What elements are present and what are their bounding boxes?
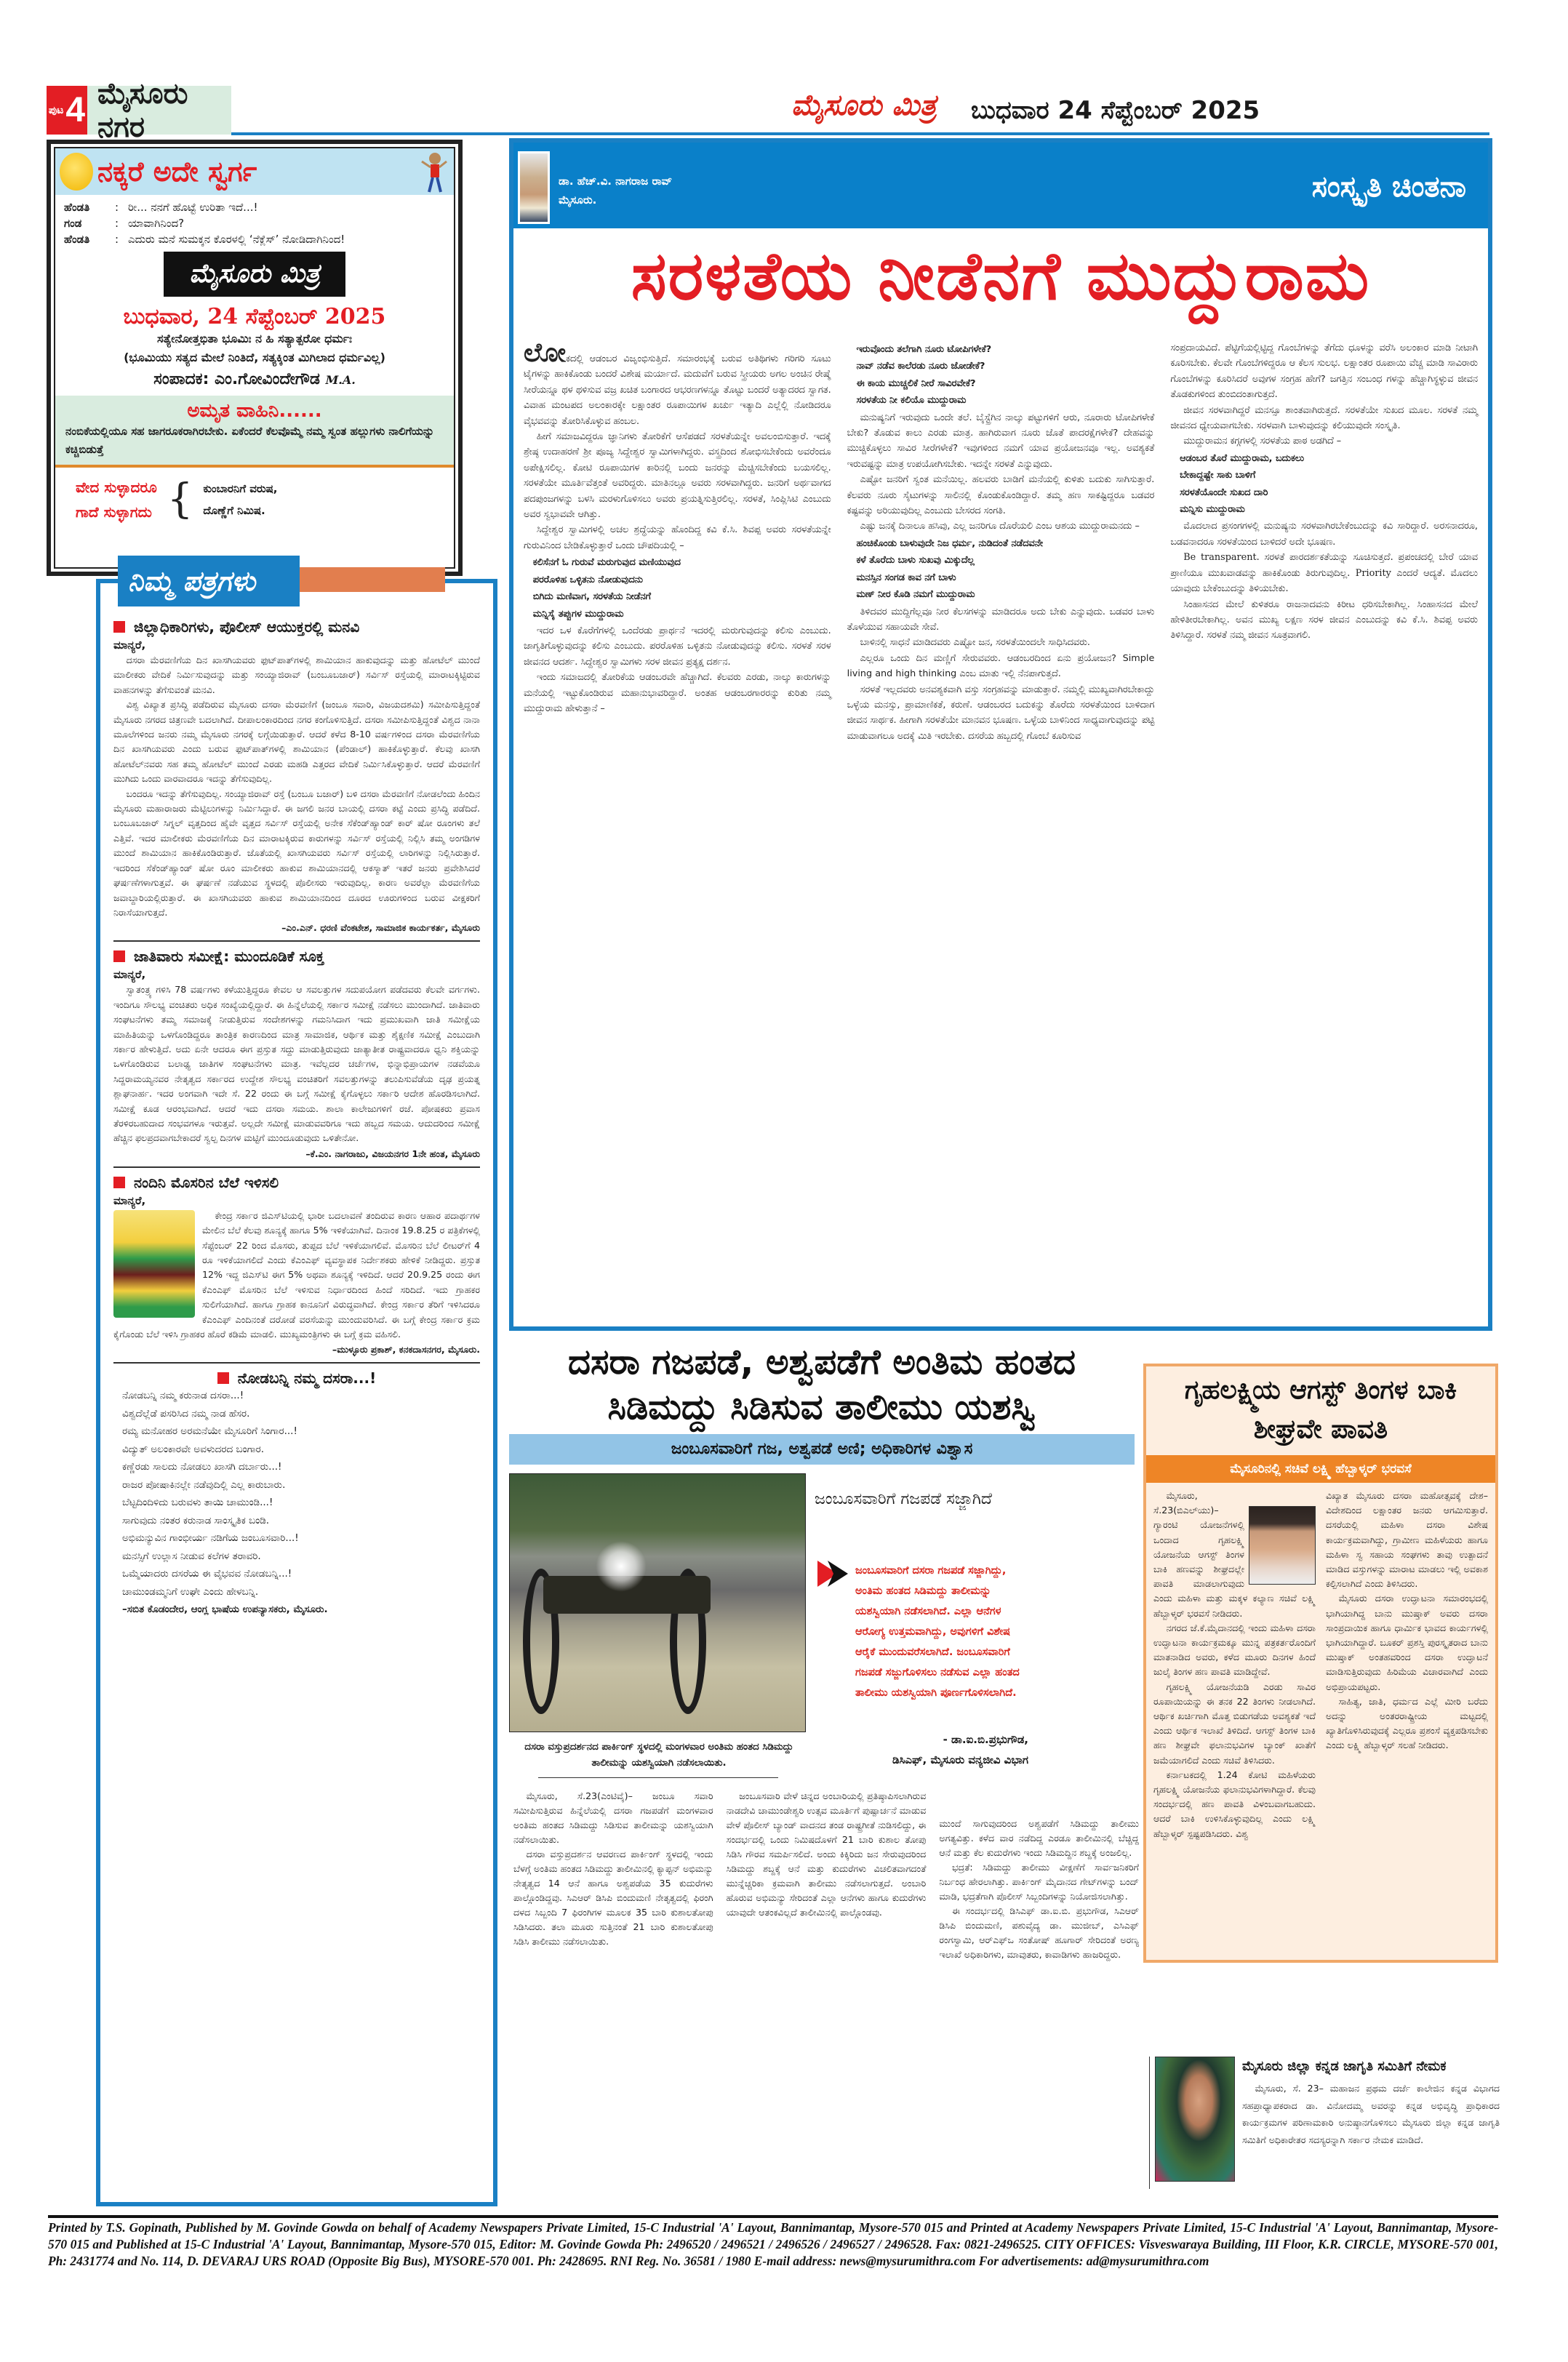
- page-word: ಪುಟ: [48, 104, 64, 116]
- letter-title: ಜಿಲ್ಲಾಧಿಕಾರಿಗಳು, ಪೊಲೀಸ್ ಆಯುಕ್ತರಲ್ಲಿ ಮನವಿ: [134, 618, 360, 636]
- feature-paragraph: ಮೊದಲಾದ ಪ್ರಸಂಗಗಳಲ್ಲಿ ಮನುಷ್ಯನು ಸರಳವಾಗಿರಬೇಕೆಂಬುದನ್ನು ಕವಿ ಸಾರಿದ್ದಾರೆ. ಅರಸನಾದರೂ, ಬಡವನಾದರೂ ಸರಳತೆಯಿಂದ ಬಾಳಿದರೆ ಅದೇ ಭೂಷಣ.: [1170, 521, 1478, 548]
- column-name: ಸಂಸ್ಕೃತಿ ಚಿಂತನಾ: [1311, 170, 1466, 204]
- amrutha-vahini-box: [55, 396, 454, 468]
- poem-line: ಕಣ್ಣೆರಡು ಸಾಲದು ನೋಡಲು ಖಾಸಗಿ ದರ್ಬಾರು...!: [122, 1461, 282, 1473]
- quote-attribution: [817, 1729, 1028, 1770]
- feature-paragraph: ಕದಲ್ಲಿ ಆಡಂಬರ ವಿಜೃಂಭಿಸುತ್ತಿದೆ. ಸಮಾರಂಭಕ್ಕೆ ಬರುವ ಅತಿಥಿಗಳು ಗರಿಗರಿ ಸೂಟು ಟೈಗಳನ್ನು ಹಾಕಿಕೊಂಡು ಬಂದರೆ ವಿಶೇಷ ಮರ್ಯಾದೆ. ಮದುವೆಗೆ ಬರುವ ಸ್ತ್ರೀಯರು ಅಗಲ ಅಂಚಿನ ರೇಷ್ಮೆ ಸೀರೆಯನ್ನೂ ಥಳ ಥಳಿಸುವ ವಜ್ರ ಖಚಿತ ಬಂಗಾರದ ಆಭರಣಗಳನ್ನೂ ತೊಟ್ಟು ಬಂದರೆ ಅತ್ಯಾದರದ ಸ್ವಾಗತ. ವಿವಾಹ ಮಂಟಪದ ಅಲಂಕಾರಕ್ಕೇ ಲಕ್ಷಾಂತರ ರೂಪಾಯಿಗಳ ಖರ್ಚು ಇತ್ಯಾದಿ ಎಲ್ಲೆಲ್ಲಿ ನೋಡಿದರೂ ವೈಭವವನ್ನು ತೋರಿಸಿಕೊಳ್ಳುವ ಹಂಬಲ.: [524, 353, 831, 427]
- poem-line: ಸಾಗುವುದು ನಂತರ ಕರುನಾಡ ಸಾಂಸ್ಕೃತಿಕ ಬಂಡಿ.: [122, 1514, 270, 1526]
- sanskrit-motto: ಸತ್ಯೇನೋತ್ತಭಿತಾ ಭೂಮಿಃ ನ ಹಿ ಸತ್ಯಾತ್ಪರೋ ಧರ್ಮಃ: [157, 332, 352, 345]
- feature-paragraph: ಜೀವನ ಸರಳವಾಗಿದ್ದರೆ ಮನಸ್ಸೂ ಶಾಂತವಾಗಿರುತ್ತದೆ. ಸರಳತೆಯೇ ಸುಖದ ಮೂಲ. ಸರಳತೆ ನಮ್ಮ ಜೀವನದ ಧ್ಯೇಯವಾಗಬೇಕು. ಸರಳವಾಗಿ ಬಾಳುವುದನ್ನು ಕಲಿಯುವುದೇ ಸಂಸ್ಕೃತಿ.: [1170, 404, 1478, 432]
- paper-logo-box: ಮೈಸೂರು ಮಿತ್ರ: [164, 252, 345, 297]
- cannon-rehearsal-photo: [509, 1473, 806, 1732]
- story-paragraph: ಗೃಹಲಕ್ಷ್ಮಿ ಯೋಜನೆಯಡಿ ಎರಡು ಸಾವಿರ ರೂಪಾಯಿಯನ್ನು ಈ ತನಕ 22 ತಿಂಗಳು ನೀಡಲಾಗಿದೆ. ಆರ್ಥಿಕ ಖರ್ಚಿಗಾಗಿ ಮೊತ್ತ ಬಿಡುಗಡೆಯ ಅವಶ್ಯಕತೆ ಇದೆ ಎಂದು ಆರ್ಥಿಕ ಇಲಾಖೆ ತಿಳಿದಿದೆ. ಆಗಸ್ಟ್ ತಿಂಗಳ ಬಾಕಿ ಹಣ ಶೀಘ್ರವೇ ಫಲಾನುಭವಿಗಳ ಬ್ಯಾಂಕ್ ಖಾತೆಗೆ ಜಮೆಯಾಗಲಿದೆ ಎಂದು ಸಚಿವೆ ತಿಳಿಸಿದರು.: [1153, 1681, 1316, 1766]
- gajapade-subhead: ಜಂಬೂಸವಾರಿಗೆ ಗಜಪಡೆ ಸಜ್ಜಾಗಿದೆ: [815, 1490, 992, 1508]
- masthead-rule: [231, 132, 1489, 135]
- joke-text: ಯಾವಾಗಿನಿಂದ?: [128, 217, 185, 230]
- minister-photo: [1249, 1506, 1316, 1585]
- feature-paragraph: Be transparent. ಸರಳತೆ ಪಾರದರ್ಶಕತೆಯನ್ನು ಸೂಚಿಸುತ್ತದೆ. ಪ್ರಪಂಚದಲ್ಲಿ ಬೇರೆ ಯಾವ ಪ್ರಾಣಿಯೂ ಮುಖವಾಡವನ್ನು ಹಾಕಿಕೊಂಡು ತಿರುಗುವುದಿಲ್ಲ. Priority ಎಂದರೆ ಆದ್ಯತೆ. ಮೊದಲು ಯಾವುದು ಬೇಕೆಂಬುದನ್ನು ತಿಳಿಯಬೇಕು.: [1170, 552, 1478, 595]
- paper-box-date: ಬುಧವಾರ, 24 ಸೆಪ್ಟೆಂಬರ್ 2025: [123, 304, 386, 329]
- letter-signature: –ಎಂ.ಎನ್. ಧರಣಿ ವೆಂಕಟೇಶ, ಸಾಮಾಜಿಕ ಕಾರ್ಯಕರ್ತ, ಮೈಸೂರು: [281, 922, 480, 934]
- verse-line: ಕಲಿಸೆನಗೆ ಓ ಗುರುವೆ ಮರುಗುವುದ ಮಣಿಯುವುದ: [532, 557, 681, 569]
- feature-paragraph: ಸಿಂಹಾಸನದ ಮೇಲೆ ಕುಳಿತರೂ ರಾಜನಾದವನು ಕಿರೀಟ ಧರಿಸಬೇಕಾಗಿಲ್ಲ. ಸಿಂಹಾಸನದ ಮೇಲೆ ಹೇಳಿತೀರಬೇಕಾಗಿಲ್ಲ. ಅವನ ಮುಖ್ಯ ಲಕ್ಷಣ ಸರಳ ಜೀವನ ಎಂಬುದನ್ನು ಕವಿ ಕೆ.ಸಿ. ಶಿವಪ್ಪ ಅವರು ತಿಳಿಸಿದ್ದಾರೆ. ಸರಳತೆ ನಮ್ಮ ಜೀವನ ಸೂತ್ರವಾಗಲಿ.: [1170, 598, 1478, 641]
- story-paragraph: ಭದ್ರತೆ: ಸಿಡಿಮದ್ದು ತಾಲೀಮು ವೀಕ್ಷಣೆಗೆ ಸಾರ್ವಜನಿಕರಿಗೆ ನಿರ್ಬಂಧ ಹೇರಲಾಗಿತ್ತು. ಪಾರ್ಕಿಂಗ್ ಮೈದಾನದ ಗೇಟ್‌ಗಳನ್ನು ಬಂದ್ ಮಾಡಿ, ಭದ್ರತೆಗಾಗಿ ಪೊಲೀಸ್ ಸಿಬ್ಬಂದಿಗಳನ್ನು ನಿಯೋಜಿಸಲಾಗಿತ್ತು.: [939, 1862, 1139, 1902]
- poem-line: ಒಮ್ಮೆಯಾದರು ದಸರೆಯ ಈ ವೈಭವವ ನೋಡಬನ್ನಿ...!: [122, 1568, 292, 1580]
- appointment-text: ಮೈಸೂರು, ಸೆ. 23– ಮಹಾಜನ ಪ್ರಥಮ ದರ್ಜೆ ಕಾಲೇಜಿನ ಕನ್ನಡ ವಿಭಾಗದ ಸಹಪ್ರಾಧ್ಯಾಪಕರಾದ ಡಾ. ವಿನೋದಮ್ಮ ಅವರನ್ನು ಕನ್ನಡ ಅಭಿವೃದ್ಧಿ ಪ್ರಾಧಿಕಾರದ ಕಾರ್ಯಕ್ರಮಗಳ ಪರಿಣಾಮಕಾರಿ ಅನುಷ್ಠಾನಗೊಳಿಸಲು ಮೈಸೂರು ಜಿಲ್ಲಾ ಕನ್ನಡ ಜಾಗೃತಿ ಸಮಿತಿಗೆ ಅಧಿಕಾರೇತರ ಸದಸ್ಯರನ್ನಾಗಿ ಸರ್ಕಾರ ನೇಮಕ ಮಾಡಿದೆ.: [1242, 2083, 1500, 2145]
- quote-arrow-icon: [817, 1561, 854, 1587]
- story-paragraph: ಜಂಬೂಸವಾರಿ ವೇಳೆ ಚಿನ್ನದ ಅಂಬಾರಿಯಲ್ಲಿ ಪ್ರತಿಷ್ಠಾಪಿಸಲಾಗಿರುವ ನಾಡದೇವಿ ಚಾಮುಂಡೇಶ್ವರಿ ಉತ್ಸವ ಮೂರ್ತಿಗೆ ಪುಷ್ಪಾರ್ಚನೆ ಮಾಡುವ ವೇಳೆ ಪೊಲೀಸ್ ಬ್ಯಾಂಡ್ ವಾದನದ ತಂಡ ರಾಷ್ಟ್ರಗೀತೆ ನುಡಿಸಲಿದ್ದು, ಈ ಸಂದರ್ಭದಲ್ಲಿ ಒಂದು ನಿಮಿಷದೊಳಗೆ 21 ಬಾರಿ ಕುಶಾಲ ತೋಪು ಸಿಡಿಸಿ ಗೌರವ ಸಮರ್ಪಿಸಲಿದೆ. ಅಂದು ಕಿಕ್ಕಿರಿದು ಜನ ಸೇರುವುದರಿಂದ ಸಿಡಿಮದ್ದು ಶಬ್ದಕ್ಕೆ ಆನೆ ಮತ್ತು ಕುದುರೆಗಳು ವಿಚಲಿತವಾಗದಂತೆ ಮುನ್ನೆಚ್ಚರಿಕಾ ಕ್ರಮವಾಗಿ ತಾಲೀಮು ನಡೆಸಲಾಗುತ್ತದೆ. ಅಂಬಾರಿ ಹೊರುವ ಅಭಿಮನ್ಯು ಸೇರಿದಂತೆ ಎಲ್ಲಾ ಆನೆಗಳು ಹಾಗೂ ಕುದುರೆಗಳು ಯಾವುದೇ ಆತಂಕವಿಲ್ಲದೆ ತಾಲೀಮಿನಲ್ಲಿ ಪಾಲ್ಗೊಂಡವು.: [726, 1790, 927, 1918]
- colon: :: [115, 233, 119, 246]
- story-paragraph: ದಸರಾ ವಸ್ತುಪ್ರದರ್ಶನ ಆವರಣದ ಪಾರ್ಕಿಂಗ್ ಸ್ಥಳದಲ್ಲಿ ಇಂದು ಬೆಳಗ್ಗೆ ಅಂತಿಮ ಹಂತದ ಸಿಡಿಮದ್ದು ತಾಲೀಮಿನಲ್ಲಿ ಕ್ಯಾಪ್ಟನ್ ಅಭಿಮನ್ಯು ನೇತೃತ್ವದ 14 ಆನೆ ಹಾಗೂ ಅಶ್ವಪಡೆಯ 35 ಕುದುರೆಗಳು ಪಾಲ್ಗೊಂಡಿದ್ದವು. ಸಿಎಆರ್ ಡಿಸಿಪಿ ಬಿಂದುಮಣಿ ನೇತೃತ್ವದಲ್ಲಿ ಫಿರಂಗಿ ದಳದ ಸಿಬ್ಬಂದಿ 7 ಫಿರಂಗಿಗಳ ಮೂಲಕ 35 ಬಾರಿ ಕುಶಾಲತೋಪು ಸಿಡಿಸಿದರು. ತಲಾ ಮೂರು ಸುತ್ತಿನಂತೆ 21 ಬಾರಿ ಕುಶಾಲತೋಪು ಸಿಡಿಸಿ ತಾಲೀಮು ನಡೆಸಲಾಯಿತು.: [513, 1849, 713, 1947]
- joke-line: [55, 215, 454, 231]
- verse-line: ಆಡಂಬರ ತೊರೆ ಮುದ್ದುರಾಮ, ಬದುಕಲು: [1180, 452, 1305, 464]
- feature-body: [524, 340, 1478, 744]
- author-byline: [559, 172, 672, 209]
- cannon-blast: [596, 1541, 647, 1592]
- joke-line: [55, 199, 454, 215]
- joke-speaker: ಹೆಂಡತಿ: [64, 201, 90, 214]
- poem-headline: [113, 1369, 480, 1387]
- proverb-box: [55, 468, 454, 532]
- feature-headline: ಸರಳತೆಯ ನೀಡೆನಗೆ ಮುದ್ದುರಾಮ: [631, 237, 1371, 315]
- salutation: ಮಾನ್ಯರೆ,: [113, 968, 146, 982]
- appointment-headline: ಮೈಸೂರು ಜಿಲ್ಲಾ ಕನ್ನಡ ಜಾಗೃತಿ ಸಮಿತಿಗೆ ನೇಮಕ: [1242, 2059, 1447, 2074]
- gajapade-strapline: ಜಂಬೂಸವಾರಿಗೆ ಗಜ, ಅಶ್ವಪಡೆ ಅಣಿ; ಅಧಿಕಾರಿಗಳ ವಿಶ್ವಾಸ: [509, 1434, 1135, 1465]
- editorial-box: [47, 140, 463, 576]
- feature-paragraph: ಬಾಳಿನಲ್ಲಿ ಸಾಧನೆ ಮಾಡಿದವರು ಎಷ್ಟೋ ಜನ, ಸರಳತೆಯಿಂದಲೇ ಸಾಧಿಸಿದವರು.: [860, 637, 1090, 649]
- joke-title: ನಕ್ಕರೆ ಅದೇ ಸ್ವರ್ಗ: [97, 155, 257, 188]
- joke-text: ರೀ... ನನಗೆ ಹೊಟ್ಟೆ ಉರಿತಾ ಇದೆ...!: [128, 201, 258, 214]
- feature-paragraph: ಸಂಪ್ರದಾಯವಿದೆ. ಪೆಟ್ಟಿಗೆಯಲ್ಲಿಟ್ಟಿದ್ದ ಗೊಂಬೆಗಳನ್ನು ತೆಗೆದು ಧೂಳನ್ನು ವರೆಸಿ ಅಲಂಕಾರ ಮಾಡಿ ನೀಟಾಗಿ ಕೂರಿಸಬೇಕು. ಕೆಲವೇ ಗೊಂಬೆಗಳಿದ್ದರೂ ಆ ಕೆಲಸ ಸುಲಭ. ಲಕ್ಷಾಂತರ ರೂಪಾಯಿ ವೆಚ್ಚ ಮಾಡಿ ಸಾವಿರಾರು ಗೊಂಬೆಗಳನ್ನು ಕೂರಿಸಿದರೆ ಅವುಗಳ ಸಂಗ್ರಹ ಹೇಗೆ? ಜಗತ್ತಿನ ಸಂಬಂಧ ಗಳನ್ನು ಹೆಚ್ಚಾಗಿಸ್ಥಳ್ಳುವ ಜೀವನ ತೊಡಕುಗಳಿಂದ ತುಂಬಿದಂತಾಗುತ್ತದೆ.: [1170, 343, 1478, 401]
- newspaper-logo: ಮೈಸೂರು ಮಿತ್ರ: [791, 89, 937, 122]
- story-paragraph: ವಿಖ್ಯಾತ ಮೈಸೂರು ದಸರಾ ಮಹೋತ್ಸವಕ್ಕೆ ದೇಶ–ವಿದೇಶದಿಂದ ಲಕ್ಷಾಂತರ ಜನರು ಆಗಮಿಸುತ್ತಾರೆ. ದಸರೆಯಲ್ಲಿ ಮಹಿಳಾ ದಸರಾ ವಿಶೇಷ ಕಾರ್ಯಕ್ರಮವಾಗಿದ್ದು, ಗ್ರಾಮೀಣ ಮಹಿಳೆಯರು ಹಾಗೂ ಮಹಿಳಾ ಸ್ವ ಸಹಾಯ ಸಂಘಗಳು ತಾವು ಉತ್ಪಾದನೆ ಮಾಡಿದ ವಸ್ತುಗಳನ್ನು ಮಾರಾಟ ಮಾಡಲು ಇಲ್ಲಿ ಅವಕಾಶ ಕಲ್ಪಿಸಲಾಗಿದೆ ಎಂದು ತಿಳಿಸಿದರು.: [1326, 1490, 1488, 1590]
- joke-speaker: ಹೆಂಡತಿ: [64, 233, 90, 246]
- letter-paragraph: ಸ್ವಾತಂತ್ರ್ಯ ಗಳಿಸಿ 78 ವರ್ಷಗಳು ಕಳೆಯುತ್ತಿದ್ದರೂ ಕೇವಲ ಆ ಸವಲತ್ತುಗಳ ಸದುಪಯೋಗ ಪಡೆದವರು ಕೆಲವೇ ವರ್ಗಗಳು. ಇಂದಿಗೂ ಸೌಲಭ್ಯ ವಂಚಿತರು ಅಧಿಕ ಸಂಖ್ಯೆಯಲ್ಲಿದ್ದಾರೆ. ಈ ಹಿನ್ನೆಲೆಯಲ್ಲಿ ಸರ್ಕಾರ ಸಮೀಕ್ಷೆ ನಡೆಸಲು ಮುಂದಾಗಿದೆ. ಜಾತಿವಾರು ಸಂಘಟನೆಗಳು ತಮ್ಮ ಸಮಾಜಕ್ಕೆ ನೀಡುತ್ತಿರುವ ಸಂದೇಶಗಳನ್ನು ಗಮನಿಸಿದಾಗ ಇದು ಪ್ರಮುಖವಾಗಿ ಜಾತಿ ಸಮೀಕ್ಷೆಯ ಮಾಹಿತಿಯನ್ನು ಒಳಗೊಂಡಿದ್ದರೂ ತಾಂತ್ರಿಕ ಕಾರಣದಿಂದ ಮಾತ್ರ ಸಾಮಾಜಿಕ, ಆರ್ಥಿಕ ಮತ್ತು ಶೈಕ್ಷಣಿಕ ಸಮೀಕ್ಷೆ ಎಂಬುದಾಗಿ ಸರ್ಕಾರ ಹೇಳುತ್ತಿದೆ. ಅದು ಏನೇ ಆದರೂ ಈಗ ಪ್ರಸ್ತುತ ಸದ್ದು ಮಾಡುತ್ತಿರುವುದು ಜಾತ್ಯಾತೀತ ರಾಷ್ಟ್ರವಾದರೂ ಧ್ವನಿ ಶಕ್ತಿಯನ್ನು ಒಳಗೊಂಡಿರುವ ಬಲಾಢ್ಯ ಜಾತಿಗಳ ಸಂಘಟನೆಗಳು ಮಾತ್ರ. ಇವೆಲ್ಲದರ ಚರ್ಚೆಗಳ, ಭಿನ್ನಾಭಿಪ್ರಾಯಗಳ ನಡವೆಯೂ ಸಿದ್ದರಾಮಯ್ಯನವರ ನೇತೃತ್ವದ ಸರ್ಕಾರದ ಉದ್ದೇಶ ಸೌಲಭ್ಯ ವಂಚಿತರಿಗೆ ಸವಲತ್ತುಗಳನ್ನು ತಲುಪಿಸುವೆಡೆಯ ದೃಢ ಪ್ರಯತ್ನ ಶ್ಲಾಘನಾರ್ಹ. ಇದರ ಅಂಗವಾಗಿ ಇದೇ ಸೆ. 22 ರಂದು ಈ ಬಗ್ಗೆ ಸಮೀಕ್ಷೆ ಕೈಗೊಳ್ಳಲು ಸರ್ಕಾರಿ ಆದೇಶ ಹೊರಡಿಸಲಾಗಿದೆ. ಸಮೀಕ್ಷೆ ಕೂಡ ಆರಂಭವಾಗಿದೆ. ಆದರೆ ಇದು ದಸರಾ ಸಮಯ. ಶಾಲಾ ಕಾಲೇಜುಗಳಿಗೆ ರಜೆ. ಪೋಷಕರು ಪ್ರವಾಸ ತೆರಳಿರಬಹುದಾದ ಸಂಭವಗಳೂ ಇರುತ್ತವೆ. ಅಲ್ಲದೇ ಸಮೀಕ್ಷೆ ಮಾಡುವವರಿಗೂ ಇದು ಹಬ್ಬದ ಸಮಯ. ಆದುದರಿಂದ ಸಮೀಕ್ಷೆ ಹೆಚ್ಚಿನ ಫಲಪ್ರದವಾಗಬೇಕಾದರೆ ಸ್ವಲ್ಪ ದಿನಗಳ ಮಟ್ಟಿಗೆ ಮುಂದೂಡುವುದು ಒಳಿತೇನೋ.: [113, 984, 480, 1144]
- quote-name: - ಡಾ.ಐ.ಬಿ.ಪ್ರಭುಗೌಡ,: [943, 1733, 1028, 1746]
- poem-line: ಮನಸ್ಸಿಗೆ ಉಲ್ಲಾಸ ನೀಡುವ ಕಲೆಗಳ ತರಾವರಿ.: [122, 1550, 261, 1562]
- letter-signature: –ಕೆ.ಎಂ. ನಾಗರಾಜು, ವಿಜಯನಗರ 1ನೇ ಹಂತ, ಮೈಸೂರು: [305, 1148, 480, 1159]
- story-column: [1326, 1489, 1488, 1841]
- letter-paragraph: ದಸರಾ ಮೆರವಣಿಗೆಯ ದಿನ ಖಾಸಗಿಯವರು ಫುಟ್‌ಪಾತ್‌ಗಳಲ್ಲಿ ಶಾಮಿಯಾನ ಹಾಕುವುದನ್ನು ಮತ್ತು ಹೋಟೆಲ್ ಮುಂದೆ ಮಾಲೀಕರು ವೇದಿಕೆ ನಿರ್ಮಿಸುವುದನ್ನು ಮತ್ತು ಸಂಯ್ಯಾಜಿರಾವ್ (ಬಂಬೂಬಜಾರ್) ಸರ್ವಿಸ್ ರಸ್ತೆಯಲ್ಲಿ ಮಾರಾಟಕ್ಕಿಟ್ಟಿರುವ ವಾಹನಗಳನ್ನು ತೆಗೆಸುವಂತೆ ಮನವಿ.: [113, 654, 480, 695]
- proverb-right-line: ದೊಣ್ಣೆಗೆ ನಿಮಿಷ.: [203, 504, 265, 517]
- verse-line: ಬಿಗಿದು ಮಣಿವಾಗ, ಸರಳತೆಯ ನೀಡೆನಗೆ: [532, 591, 651, 603]
- column-banner: [513, 143, 1488, 228]
- story-paragraph: ಮೈಸೂರು ದಸರಾ ಉದ್ಘಾಟನಾ ಸಮಾರಂಭದಲ್ಲಿ ಭಾಗಿಯಾಗಿದ್ದ ಬಾನು ಮುಷ್ತಾಕ್ ಅವರು ದಸರಾ ಸಾಂಪ್ರದಾಯಿಕ ಹಾಗೂ ಧಾರ್ಮಿಕ ಭಾವದ ಕಾರ್ಯಗಳಲ್ಲಿ ಭಾಗಿಯಾಗಿದ್ದಾರೆ. ಬೂಕರ್ ಪ್ರಶಸ್ತಿ ಪುರಸ್ಕೃತರಾದ ಬಾನು ಮುಷ್ತಾಕ್ ಅಂತಹವರಿಂದ ದಸರಾ ಉದ್ಘಾಟನೆ ಮಾಡಿಸುತ್ತಿರುವುದು ಹಿರಿಮೆಯ ವಿಚಾರವಾಗಿದೆ ಎಂದು ಅಭಿಪ್ರಾಯಪಟ್ಟರು.: [1326, 1593, 1488, 1692]
- poem-line: ರಾಜರ ಪೋಷಾಕಿನಲ್ಲೇ ನಡೆವುದಿಲ್ಲಿ ಎಲ್ಲ ಕಾರುಬಾರು.: [122, 1478, 286, 1491]
- story-column: [1153, 1489, 1316, 1841]
- editor-line: [55, 370, 454, 388]
- feature-paragraph: ಸರಳತೆ ಇಲ್ಲದವರು ಅನವಶ್ಯಕವಾಗಿ ವಸ್ತು ಸಂಗ್ರಹವನ್ನು ಮಾಡುತ್ತಾರೆ. ನಮ್ಮಲ್ಲಿ ಮುಖ್ಯವಾಗಿರಬೇಕಾದ್ದು ಒಳ್ಳೆಯ ಮನಸ್ಸು, ಪ್ರಾಮಾಣಿಕತೆ, ಕರುಣೆ. ಆಡಂಬರದ ಬದುಕನ್ನು ತೊರೆದು ಸರಳತೆಯಿಂದ ಬಾಳಿದಾಗ ಜೀವನ ಸಾರ್ಥಕ. ಹೀಗಾಗಿ ಸರಳತೆಯೇ ಮಾನವನ ಭೂಷಣ. ಒಳ್ಳೆಯ ಬಾಳಿನಿಂದ ಸಾಧ್ಯವಾಗುವುದನ್ನು ಪಟ್ಟಿ ಮಾಡುವಾಗಲೂ ಅದಕ್ಕೆ ಮಿತಿ ಇರಬೇಕು. ದಸರೆಯ ಹಬ್ಬದಲ್ಲಿ ಗೊಂಬೆ ಕೂರಿಸುವ: [847, 684, 1155, 742]
- story-paragraph: ಮೈಸೂರು, ಸೆ.23(ಬಿಎಲ್‌ಯು)– ಗ್ಯಾರಂಟಿ ಯೋಜನೆಗಳಲ್ಲಿ ಒಂದಾದ ಗೃಹಲಕ್ಷ್ಮಿ ಯೋಜನೆಯ ಆಗಸ್ಟ್ ತಿಂಗಳ ಬಾಕಿ ಹಣವನ್ನು ಶೀಘ್ರದಲ್ಲೇ ಪಾವತಿ ಮಾಡಲಾಗುವುದು ಎಂದು ಮಹಿಳಾ ಮತ್ತು ಮಕ್ಕಳ ಕಲ್ಯಾಣ ಸಚಿವೆ ಲಕ್ಷ್ಮಿ ಹೆಬ್ಬಾಳ್ಕರ್ ಭರವಸೆ ನೀಡಿದರು.: [1153, 1490, 1316, 1619]
- quote-designation: ಡಿಸಿಎಫ್, ಮೈಸೂರು ವನ್ಯಜೀವಿ ವಿಭಾಗ: [892, 1753, 1028, 1766]
- verse-line: ಮಣ್ ನೀರ ಕೊಡಿ ನಮಗೆ ಮುದ್ದುರಾಮ: [856, 589, 975, 601]
- letter-headline: [113, 948, 480, 965]
- poem-signature: –ಸಬಿತ ಕೊಡಂದೇರ, ಆಂಗ್ಲ ಭಾಷೆಯ ಉಪನ್ಯಾಸಕರು, ಮೈಸೂರು.: [122, 1604, 328, 1616]
- red-square-bullet-icon: [113, 1177, 125, 1188]
- poem-line: ನೋಡಬನ್ನಿ ನಮ್ಮ ಕರುನಾಡ ದಸರಾ...!: [122, 1390, 244, 1402]
- letters-section-title: ನಿಮ್ಮ ಪತ್ರಗಳು: [118, 556, 300, 606]
- feature-paragraph: ಎಷ್ಟು ಜನಕ್ಕೆ ದಿನಾಲೂ ಹಸಿವು, ಎಲ್ಲ ಜನರಿಗೂ ದೊರೆಯಲಿ ಎಂಬ ಆಶಯ ಮುದ್ದುರಾಮನದು –: [860, 521, 1140, 532]
- letter-title: ನಂದಿನಿ ಮೊಸರಿನ ಬೆಲೆ ಇಳಿಸಲಿ: [134, 1173, 279, 1191]
- laughing-smiley-icon: [60, 153, 93, 191]
- amrutha-text: ನಂಬಿಕೆಯಲ್ಲಿಯೂ ಸಹ ಜಾಗರೂಕರಾಗಿರಬೇಕು. ಏಕೆಂದರೆ ಕೆಲವೊಮ್ಮೆ ನಮ್ಮ ಸ್ವಂತ ಹಲ್ಲುಗಳು ನಾಲಿಗೆಯನ್ನು ಕಚ್ಚಿಬಿಡುತ್ತೆ: [65, 425, 434, 456]
- gajapade-body: [513, 1789, 1139, 1962]
- verse-line: ಮನ್ನಿಸೈ ತಪ್ಪುಗಳ ಮುದ್ದುರಾಮ: [532, 608, 624, 620]
- author-photo: [518, 151, 550, 224]
- verse-line: ಇರುವೊಂದು ತಲೆಗಾಗಿ ನೂರು ಟೋಪಿಗಳೇಕೆ?: [856, 344, 992, 355]
- verse-line: ಮನ್ನಿಸು ಮುದ್ದುರಾಮ: [1180, 504, 1245, 516]
- issue-date: ಬುಧವಾರ 24 ಸೆಪ್ಟೆಂಬರ್ 2025: [971, 96, 1260, 125]
- divider: [113, 940, 480, 942]
- photo-caption: ದಸರಾ ವಸ್ತುಪ್ರದರ್ಶನದ ಪಾರ್ಕಿಂಗ್ ಸ್ಥಳದಲ್ಲಿ ಮಂಗಳವಾರ ಅಂತಿಮ ಹಂತದ ಸಿಡಿಮದ್ದು ತಾಲೀಮನ್ನು ಯಶಸ್ವಿಯಾಗಿ ನಡೆಸಲಾಯಿತು.: [524, 1742, 793, 1769]
- page-number: 4: [65, 91, 86, 129]
- column-divider: [1149, 2057, 1150, 2189]
- verse-line: ನಾವ್ ನಡೆವ ಕಾಲೆರಡು ನೂರು ಜೋಡೇಕೆ?: [856, 361, 985, 372]
- poem-line: ಅಭಿಮನ್ಯುವಿನ ಗಾಂಭೀರ್ಯ ನಡಿಗೆಯ ಜಂಬೂಸವಾರಿ...!: [122, 1532, 299, 1545]
- poem-line: ರಮ್ಯ ಮನೋಹರ ಅರಮನೆಯೇ ಮೈಸೂರಿಗೆ ಸಿಂಗಾರ...!: [122, 1425, 297, 1438]
- colon: :: [115, 201, 119, 214]
- feature-paragraph: ತಿಳಿದವರ ಮುದ್ದಿಗೆಲ್ಲವೂ ನೀರ ಕೆಲಸಗಳನ್ನು ಮಾಡಿದರೂ ಅದು ಬೇಕು ಎನ್ನುವುದು. ಬಡವರ ಬಾಳು ತೊಳೆಯುವ ಸಹಾಯವೇ ಸೇವೆ.: [847, 606, 1155, 633]
- verse-line: ಈ ಕಾಯ ಮುಚ್ಚಲಿಕೆ ನೀರೆ ಸಾವಿರವೇಕೆ?: [856, 377, 976, 389]
- red-square-bullet-icon: [113, 621, 125, 633]
- author-name: ಡಾ. ಹೆಚ್.ವಿ. ನಾಗರಾಜ ರಾವ್: [559, 175, 673, 188]
- section-title: ಮೈಸೂರು ನಗರ: [97, 76, 188, 144]
- verse-line: ಹಂಚಿಕೊಂಡು ಬಾಳುವುದೇ ನಿಜ ಧರ್ಮ, ನುಡಿದಂತೆ ನಡೆದವನೇ: [856, 537, 1044, 549]
- feature-paragraph: ಇಂದು ಸಮಾಜದಲ್ಲಿ ತೋರಿಕೆಯ ಆಡಂಬರವೇ ಹೆಚ್ಚಾಗಿದೆ. ಕೆಲವರು ಎರಡು, ನಾಲ್ಕು ಕಾರುಗಳನ್ನು ಮನೆಯಲ್ಲಿ ಇಟ್ಟುಕೊಂಡಿರುವ ಮಹಾನುಭಾವರಿದ್ದಾರೆ. ಅಂತಹ ಆಡಂಬರಗಾರರನ್ನು ಕುರಿತು ನಮ್ಮ ಮುದ್ದುರಾಮ ಹೇಳುತ್ತಾನೆ –: [524, 672, 831, 714]
- poem-line: ವಿಶ್ವದೆಲ್ಲೆಡೆ ಪಸರಿಸಿದ ನಮ್ಮ ನಾಡ ಹೆಸರ.: [122, 1407, 250, 1420]
- story-column: [513, 1789, 713, 1962]
- verse-line: ಮನಸ್ಸಿನ ಸಂಗಡ ಕಾವ ನಗೆ ಬಾಳು: [856, 572, 956, 583]
- joke-text: ಎದುರು ಮನೆ ಸುಮಕ್ಕನ ಕೊರಳಲ್ಲಿ ‘ನೆಕ್ಲೆಸ್’ ನೋಡಿದಾಗಿನಿಂದ!: [128, 233, 345, 246]
- feature-paragraph: ಮುದ್ದುರಾಮನ ಕಗ್ಗಗಳಲ್ಲಿ ಸರಳತೆಯ ಪಾಠ ಅಡಗಿದೆ –: [1183, 436, 1342, 447]
- verse-line: ಪರರೊಳಿಹ ಒಳ್ಳಿತನು ನೋಡುವುದನು: [532, 574, 643, 585]
- proverb-left-line: ವೇದ ಸುಳ್ಳಾದರೂ: [76, 479, 157, 496]
- story-column: [939, 1817, 1139, 1962]
- proverb-right-line: ಕುಂಬಾರನಿಗೆ ವರುಷ,: [203, 482, 278, 495]
- joke-speaker: ಗಂಡ: [64, 217, 82, 230]
- editor-name: ಸಂಪಾದಕ: ಎಂ.ಗೋವಿಂದೇಗೌಡ: [153, 370, 320, 388]
- feature-paragraph: ಸಿದ್ದೇಶ್ವರ ಸ್ವಾಮಿಗಳಲ್ಲಿ ಅಚಲ ಶ್ರದ್ಧೆಯನ್ನು ಹೊಂದಿದ್ದ ಕವಿ ಕೆ.ಸಿ. ಶಿವಪ್ಪ ಅವರು ಸರಳತೆಯನ್ನೇ ಗುರುವಿನಿಂದ ಬೇಡಿಕೊಳ್ಳುತ್ತಾರೆ ಒಂದು ಚೌಪದಿಯಲ್ಲಿ –: [524, 524, 831, 551]
- caption-divider: [538, 1777, 778, 1778]
- poem-title: ನೋಡಬನ್ನಿ ನಮ್ಮ ದಸರಾ...!: [237, 1369, 377, 1388]
- proverb-left: [76, 475, 157, 524]
- gruhalakshmi-body: [1153, 1489, 1488, 1841]
- letter-paragraph: ಬಂದರೂ ಇದನ್ನು ತೆಗೆಸುವುದಿಲ್ಲ. ಸಂಯ್ಯಾಜಿರಾವ್ ರಸ್ತೆ (ಬಂಬೂ ಬಜಾರ್) ಬಳಿ ದಸರಾ ಮೆರವಣಿಗೆ ನೋಡಲೆಂದು ಹಿಂದಿನ ಮೈಸೂರು ಮಹಾರಾಜರು ಮೆಟ್ಟಿಲುಗಳನ್ನು ನಿರ್ಮಿಸಿದ್ದಾರೆ. ಈ ಜಗಲಿ ಜನರ ಬಾಯಲ್ಲಿ ದಸರಾ ಕಟ್ಟೆ ಎಂದು ಪ್ರಸಿದ್ಧಿ ಪಡೆದಿದೆ. ಬಂಬೂಬಜಾರ್ ಸಿಗ್ನಲ್ ವೃತ್ತದಿಂದ ಹೈವೇ ವೃತ್ತದ ಸರ್ವಿಸ್ ರಸ್ತೆಯಲ್ಲಿ ಅನೇಕ ಸೆಕೆಂಡ್‌ಹ್ಯಾಂಡ್ ಕಾರ್ ಷೋ ರೂಂಗಳು ತಲೆ ಎತ್ತಿವೆ. ಇದರ ಮಾಲೀಕರು ಮೆರವಣಿಗೆಯ ದಿನ ಮಾರಾಟಕ್ಕಿರುವ ಕಾರುಗಳನ್ನು ಸರ್ವಿಸ್ ರಸ್ತೆಯಲ್ಲಿ ನಿಲ್ಲಿಸಿ ತಮ್ಮ ಅಂಗಡಿಗಳ ಮುಂದೆ ಶಾಮಿಯಾನ ಹಾಕಿಕೊಂಡಿರುತ್ತಾರೆ. ಜೊತೆಯಲ್ಲಿ ಖಾಸಗಿಯವರು ಸರ್ವಿಸ್ ರಸ್ತೆಯಲ್ಲಿ ಲಾರಿಗಳನ್ನು ನಿಲ್ಲಿಸಿರುತ್ತಾರೆ. ಇದರಿಂದ ಸೆಕೆಂಡ್‌ಹ್ಯಾಂಡ್ ಷೋ ರೂಂ ಮಾಲೀಕರು ಹಾಕುವ ಶಾಮಿಯಾನದಲ್ಲಿ ಆಕಸ್ಮಾತ್ ಇತರೆ ಜನರು ಪ್ರವೇಶಿಸಿದರೆ ಘರ್ಷಣೆಗಳಾಗುತ್ತವೆ. ಈ ಘರ್ಷಣೆ ನಡೆಯುವ ಸ್ಥಳದಲ್ಲಿ ಪೊಲೀಸರು ಇರುವುದಿಲ್ಲ. ಕಾರಣ ಅವರೆಲ್ಲಾ ಮೆರವಣಿಗೆಯ ಜವಾಬ್ದಾರಿಯಲ್ಲಿರುತ್ತಾರೆ. ಈ ಖಾಸಗಿಯವರು ಹಾಕುವ ಶಾಮಿಯಾನದಿಂದ ದೂರದ ಊರುಗಳಿಂದ ಬರುವ ವೀಕ್ಷಕರಿಗೆ ನಿರಾಸೆಯಾಗುತ್ತದೆ.: [113, 788, 480, 918]
- feature-column: [524, 340, 831, 744]
- letter-title: ಜಾತಿವಾರು ಸಮೀಕ್ಷೆ: ಮುಂದೂಡಿಕೆ ಸೂಕ್ತ: [134, 948, 324, 966]
- gruhalakshmi-headline: ಗೃಹಲಕ್ಷ್ಮಿಯ ಆಗಸ್ಟ್ ತಿಂಗಳ ಬಾಕಿ ಶೀಘ್ರವೇ ಪಾವತಿ: [1184, 1375, 1457, 1444]
- story-column: [727, 1789, 927, 1962]
- page-number-tag: [47, 86, 87, 135]
- story-paragraph: ಮೈಸೂರು, ಸೆ.23(ಎಂಟಿವೈ)– ಜಂಬೂ ಸವಾರಿ ಸಮೀಪಿಸುತ್ತಿರುವ ಹಿನ್ನೆಲೆಯಲ್ಲಿ ದಸರಾ ಗಜಪಡೆಗೆ ಮಂಗಳವಾರ ಅಂತಿಮ ಹಂತದ ಸಿಡಿಮದ್ದು ಸಿಡಿಸುವ ತಾಲೀಮನ್ನು ಯಶಸ್ವಿಯಾಗಿ ನಡೆಸಲಾಯಿತು.: [513, 1790, 713, 1845]
- feature-paragraph: ಮನುಷ್ಯನಿಗೆ ಇರುವುದು ಒಂದೇ ತಲೆ. ಬೈಸ್ಟ್ರೆಗಿನ ನಾಲ್ಕು ಪಟ್ಟುಗಳಿಗೆ ಆರು, ನೂರಾರು ಟೋಪಿಗಳೇಕೆ ಬೇಕು? ತೊಡುವ ಕಾಲು ಎರಡು ಮಾತ್ರ. ಹಾಗಿರುವಾಗ ನೂರು ಜೊತೆ ಪಾದರಕ್ಷೆಗಳೇಕೆ? ದೇಹವನ್ನು ಮುಚ್ಚಿಕೊಳ್ಳಲು ಸಾವಿರ ಸೀರೆಗಳೇಕೆ? ಇವುಗಳಿಂದ ನಮಗೆ ಯಾವ ಪ್ರಯೋಜನವೂ ಇಲ್ಲ. ಅವಶ್ಯಕತೆ ಇರುವಷ್ಟನ್ನು ಮಾತ್ರ ಉಪಯೋಗಿಸಬೇಕು. ಇದನ್ನೇ ಸರಳತೆ ಎನ್ನುವುದು.: [847, 412, 1155, 470]
- editor-degree: M.A.: [325, 373, 356, 387]
- salutation: ಮಾನ್ಯರೆ,: [113, 638, 146, 652]
- curd-packet-image: [113, 1210, 195, 1318]
- poem: [113, 1387, 480, 1619]
- red-square-bullet-icon: [217, 1372, 229, 1384]
- poem-line: ಬೆಟ್ಟದಿಂದಿಳಿದು ಬರುವಳು ತಾಯಿ ಚಾಮುಂಡಿ...!: [122, 1497, 273, 1509]
- dropcap: ಲೋ: [524, 338, 567, 368]
- verse-line: ಕಳೆ ತೊರೆದು ಬಾಳು ಸುಖವು ಮಿಕ್ಕುದೆಲ್ಲ: [856, 555, 975, 567]
- footer-rule: [48, 2215, 1498, 2218]
- story-paragraph: ಸಾಹಿತ್ಯ, ಜಾತಿ, ಧರ್ಮದ ಎಲ್ಲೆ ಮೀರಿ ಬರೆದು ಅದನ್ನು ಅಂತರರಾಷ್ಟ್ರೀಯ ಮಟ್ಟದಲ್ಲಿ ಖ್ಯಾತಿಗೊಳಿಸಿರುವುದಕ್ಕೆ ಎಲ್ಲರೂ ಪ್ರಶಂಸೆ ವ್ಯಕ್ತಪಡಿಸಬೇಕು ಎಂದು ಲಕ್ಷ್ಮಿ ಹೆಬ್ಬಾಳ್ಕರ್ ಸಲಹೆ ನೀಡಿದರು.: [1326, 1695, 1488, 1751]
- feature-article: [509, 138, 1492, 1331]
- gruhalakshmi-strapline: ಮೈಸೂರಿನಲ್ಲಿ ಸಚಿವೆ ಲಕ್ಷ್ಮಿ ಹೆಬ್ಬಾಳ್ಕರ್ ಭರವಸೆ: [1146, 1455, 1495, 1483]
- appointee-photo: [1155, 2057, 1235, 2182]
- divider: [113, 1166, 480, 1168]
- story-paragraph: ಕರ್ನಾಟಕದಲ್ಲಿ 1.24 ಕೋಟಿ ಮಹಿಳೆಯರು ಗೃಹಲಕ್ಷ್ಮಿ ಯೋಜನೆಯ ಫಲಾನುಭವಿಗಳಾಗಿದ್ದಾರೆ. ಕೆಲವು ಸಂದರ್ಭದಲ್ಲಿ ಹಣ ಪಾವತಿ ವಿಳಂಬವಾಗಬಹುದು. ಆದರೆ ಬಾಕಿ ಉಳಿಸಿಕೊಳ್ಳುವುದಿಲ್ಲ ಎಂದು ಲಕ್ಷ್ಮಿ ಹೆಬ್ಬಾಳ್ಕರ್ ಸ್ಪಷ್ಟಪಡಿಸಿದರು. ವಿಶ್ವ: [1153, 1769, 1316, 1839]
- feature-paragraph: ಹೀಗೆ ಸಮಾಜವಿದ್ದರೂ ಜ್ಞಾನಿಗಳು ತೋರಿಕೆಗೆ ಆಸೆಪಡದೆ ಸರಳತೆಯನ್ನೇ ಅವಲಂಬಿಸುತ್ತಾರೆ. ಇದಕ್ಕೆ ಶ್ರೇಷ್ಠ ಉದಾಹರಣೆ ಶ್ರೀ ಪೂಜ್ಯ ಸಿದ್ದೇಶ್ವರ ಸ್ವಾಮಿಗಳಾಗಿದ್ದರು. ವಸ್ತ್ರದಿಂದ ಶೋಭಿಸಬೇಕೆಂದು ಅವರೆಂದೂ ಅಪೇಕ್ಷಿಸಲಿಲ್ಲ. ಕೋಟಿ ರೂಪಾಯಿಗಳ ಕಾರಿನಲ್ಲಿ ಬಂದು ಜನರನ್ನು ಮೆಚ್ಚಿಸಬೇಕೆಂದು ಬಯಸಲಿಲ್ಲ. ಸರಳತೆಯೇ ಮೂರ್ತಿವೆತ್ತಂತೆ ಅವರಿದ್ದರು. ಮಾತಿನಲ್ಲೂ ಅವರು ಸರಳವಾಗಿದ್ದರು. ಜನರಿಗೆ ಅರ್ಥವಾಗದ ಪದಪುಂಜಗಳನ್ನು ಬಳಸಿ ಮರಳುಗೊಳಿಸಲು ಅವರು ಪ್ರಯತ್ನಿಸುತ್ತಿರಲಿಲ್ಲ. ಸರಳತೆ, ಸಿಂಪ್ಲಿಸಿಟಿ ಎಂಬುದು ಅವರ ಸ್ವಭಾವವೇ ಆಗಿತ್ತು.: [524, 431, 831, 521]
- joke-header: [55, 148, 454, 195]
- colon: :: [115, 217, 119, 230]
- gajapade-headline: ದಸರಾ ಗಜಪಡೆ, ಅಶ್ವಪಡೆಗೆ ಅಂತಿಮ ಹಂತದ ಸಿಡಿಮದ್ದು ಸಿಡಿಸುವ ತಾಲೀಮು ಯಶಸ್ವಿ: [567, 1342, 1076, 1428]
- author-city: ಮೈಸೂರು.: [559, 193, 597, 207]
- feature-paragraph: ಎಲ್ಲರೂ ಒಂದು ದಿನ ಮಣ್ಣಿಗೆ ಸೇರುವವರು. ಆಡಂಬರದಿಂದ ಏನು ಪ್ರಯೋಜನ? Simple living and high thinking ಎಂಬ ಮಾತು ಇಲ್ಲಿ ನೆನಪಾಗುತ್ತದೆ.: [847, 652, 1155, 680]
- gruhalakshmi-story: [1143, 1364, 1498, 1963]
- verse-line: ಸರಳತೆಯೊಂದೇ ಸುಖದ ದಾರಿ: [1180, 487, 1268, 498]
- section-title-band: [87, 76, 231, 144]
- feature-column: [1170, 340, 1478, 744]
- proverb-left-line: ಗಾದೆ ಸುಳ್ಳಾಗದು: [76, 503, 152, 521]
- letters-title-accent: [300, 567, 445, 592]
- letter-paragraph: ಕೇಂದ್ರ ಸರ್ಕಾರ ಜಿಎಸ್‌ಟಿಯಲ್ಲಿ ಭಾರೀ ಬದಲಾವಣೆ ತಂದಿರುವ ಕಾರಣ ಆಹಾರ ಪದಾರ್ಥಗಳ ಮೇಲಿನ ಬೆಲೆ ಕೆಲವು ಶೂನ್ಯಕ್ಕೆ ಹಾಗೂ 5% ಇಳಿಕೆಯಾಗಿವೆ. ದಿನಾಂಕ 19.8.25 ರ ಪತ್ರಿಕೆಗಳಲ್ಲಿ ಸೆಪ್ಟೆಂಬರ್ 22 ರಿಂದ ಮೊಸರು, ತುಪ್ಪದ ಬೆಲೆ ಇಳಿಕೆಯಾಗಲಿವೆ. ಮೊಸರಿನ ಬೆಲೆ ಲೀಟರ್‌ಗೆ 4 ರೂ ಇಳಿಕೆಯಾಗಲಿದೆ ಎಂದು ಕೆಎಂಎಫ್ ವ್ಯವಸ್ಥಾಪಕ ನಿರ್ದೇಶಕರು ಹೇಳಿಕೆ ನೀಡಿದ್ದರು. ಪ್ರಸ್ತುತ 12% ಇದ್ದ ಜಿಎಸ್‌ಟಿ ಈಗ 5% ಅಥವಾ ಶೂನ್ಯಕ್ಕೆ ಇಳಿದಿದೆ. ಆದರೆ 20.9.25 ರಂದು ಈಗ ಕೆಎಂಎಫ್ ಮೊಸರಿನ ಬೆಲೆ ಇಳಿಸುವ ನಿರ್ಧಾರದಿಂದ ಹಿಂದೆ ಸರಿದಿದೆ. ಇದು ಗ್ರಾಹಕರ ಸುಲಿಗೆಯಾಗಿದೆ. ಹಾಗೂ ಗ್ರಾಹಕ ಕಾನೂನಿಗೆ ವಿರುದ್ಧವಾಗಿದೆ. ಕೇಂದ್ರ ಸರ್ಕಾರ ತೆರಿಗೆ ಇಳಿಸಿದರೂ ಕೆಎಂಎಫ್ ಎಂದಿನಂತೆ ದರೋಡೆ ವರಸೆಯನ್ನು ಮುಂದುವರಿಸಿದೆ. ಈ ಬಗ್ಗೆ ಕೇಂದ್ರ ಸರ್ಕಾರ ಕ್ರಮ ಕೈಗೊಂಡು ಬೆಲೆ ಇಳಿಸಿ ಗ್ರಾಹಕರ ಹೊರೆ ಕಡಿಮೆ ಮಾಡಲಿ. ಮುಖ್ಯಮಂತ್ರಿಗಳು ಈ ಬಗ್ಗೆ ಕ್ರಮ ವಹಿಸಲಿ.: [113, 1209, 480, 1340]
- letter-headline: [113, 618, 480, 636]
- letter-paragraph: ವಿಶ್ವ ವಿಖ್ಯಾತ ಪ್ರಸಿದ್ಧಿ ಪಡೆದಿರುವ ಮೈಸೂರು ದಸರಾ ಮೆರವಣಿಗೆ (ಜಂಬೂ ಸವಾರಿ, ವಿಜಯದಶಮಿ) ಸಮೀಪಿಸುತ್ತಿದ್ದಂತೆ ಮೈಸೂರು ನಗರದ ಚಿತ್ರಣವೇ ಬದಲಾಗಿದೆ. ದೀಪಾಲಂಕಾರದಿಂದ ನಗರ ಕಂಗೊಳಿಸುತ್ತಿದೆ. ದಸರಾ ಸಮೀಪಿಸುತ್ತಿದ್ದಂತೆ ವಿಶ್ವದ ನಾನಾ ಮೂಲೆಗಳಿಂದ ಜನರು ನಮ್ಮ ಮೈಸೂರು ನಗರಕ್ಕೆ ಲಗ್ಗೆಯಿಡುತ್ತಾರೆ. ಆದರೆ ಕಳೆದ 8-10 ವರ್ಷಗಳಿಂದ ದಸರಾ ಮೆರವಣಿಗೆಯ ದಿನ ಖಾಸಗಿಯವರು ಎಂದು ಬರುವ ಫುಟ್‌ಪಾತ್‌ಗಳಲ್ಲಿ ಶಾಮಿಯಾನ (ಪೆಂಡಾಲ್) ಹಾಕಿಕೊಳ್ಳುತ್ತಾರೆ. ಕೆಲವು ಖಾಸಗಿ ಹೋಟೆಲ್‌ನವರು ಸಹ ತಮ್ಮ ಹೋಟೆಲ್ ಮುಂದೆ ಎರಡು ಮಹಡಿ ಎತ್ತರದ ವೇದಿಕೆ ನಿರ್ಮಿಸಿಕೊಳ್ಳುತ್ತಾರೆ. ಆದರೆ ಮೆರವಣಿಗೆ ಮುಗಿದು ಒಂದು ವಾರವಾದರೂ ಇದನ್ನು ತೆಗೆಸುವುದಿಲ್ಲ.: [113, 699, 480, 785]
- feature-column: [847, 340, 1155, 744]
- brace-icon: {: [167, 476, 193, 523]
- salutation: ಮಾನ್ಯರೆ,: [113, 1193, 146, 1207]
- proverb-right: [203, 478, 277, 521]
- letter-headline: [113, 1174, 480, 1191]
- joke-line: [55, 231, 454, 247]
- joke-dialogue: [55, 195, 454, 247]
- poem-line: ವಿದ್ಯುತ್ ಅಲಂಕಾರವೇ ಅವಳುದರದ ಬಂಗಾರ.: [122, 1443, 265, 1455]
- red-square-bullet-icon: [113, 950, 125, 962]
- story-paragraph: ಈ ಸಂದರ್ಭದಲ್ಲಿ ಡಿಸಿಎಫ್ ಡಾ.ಐ.ಬಿ. ಪ್ರಭುಗೌಡ, ಸಿಎಆರ್ ಡಿಸಿಪಿ ಬಿಂದುಮಣಿ, ಪಶುವೈದ್ಯ ಡಾ. ಮುಜೀಬ್, ಎಸಿಎಫ್ ರಂಗಸ್ವಾಮಿ, ಆರ್‌ಎಫ್‌ಒ ಸಂತೋಷ್ ಹೂಗಾರ್ ಸೇರಿದಂತೆ ಅರಣ್ಯ ಇಲಾಖೆ ಅಧಿಕಾರಿಗಳು, ಮಾವುತರು, ಕಾವಾಡಿಗಳು ಹಾಜರಿದ್ದರು.: [939, 1905, 1139, 1960]
- story-paragraph: ಮುಂದೆ ಸಾಗುವುದರಿಂದ ಅಶ್ವಪಡೆಗೆ ಸಿಡಿಮದ್ದು ತಾಲೀಮು ಅಗತ್ಯವಿತ್ತು. ಕಳೆದ ವಾರ ನಡೆದಿದ್ದ ಎರಡೂ ತಾಲೀಮಿನಲ್ಲಿ ಬೆಚ್ಚಿದ್ದ ಆನೆ ಮತ್ತು ಕೆಲ ಕುದುರೆಗಳು ಇಂದು ಸಿಡಿಮದ್ದಿನ ಶಬ್ದಕ್ಕೆ ಅಂಜಲಿಲ್ಲ.: [939, 1818, 1139, 1858]
- letters-body: [113, 612, 480, 1619]
- story-paragraph: ನಗರದ ಜೆ.ಕೆ.ಮೈದಾನದಲ್ಲಿ ಇಂದು ಮಹಿಳಾ ದಸರಾ ಉದ್ಘಾಟನಾ ಕಾರ್ಯಕ್ರಮಕ್ಕೂ ಮುನ್ನ ಪತ್ರಕರ್ತರೊಂದಿಗೆ ಮಾತನಾಡಿದ ಅವರು, ಕಳೆದ ಮೂರು ದಿನಗಳ ಹಿಂದೆ ಜುಲೈ ತಿಂಗಳ ಹಣ ಪಾವತಿ ಮಾಡಿದ್ದೇವೆ.: [1153, 1622, 1316, 1678]
- letter-signature: –ಮುಳ್ಳೂರು ಪ್ರಕಾಶ್, ಕನಕದಾಸನಗರ, ಮೈಸೂರು.: [332, 1344, 480, 1356]
- verse-line: ಸರಳತೆಯ ನೀ ಕಲಿಯೊ ಮುದ್ದುರಾಮ: [856, 395, 967, 407]
- divider: [113, 1362, 480, 1364]
- motto-meaning: (ಭೂಮಿಯು ಸತ್ಯದ ಮೇಲೆ ನಿಂತಿದೆ, ಸತ್ಯಕ್ಕಿಂತ ಮಿಗಿಲಾದ ಧರ್ಮವಿಲ್ಲ): [124, 351, 385, 364]
- verse-line: ಬೇಕಾದ್ದಷ್ಟೇ ಸಾಕು ಬಾಳಿಗೆ: [1180, 470, 1256, 481]
- print-line-imprint: Printed by T.S. Gopinath, Published by M. Govinde Gowda on behalf of Academy Newspapers Private Limited, 15-C Industrial 'A' Layout, Bannimantap, Mysore-570 015 and Printed at Academy Newspapers Private Limited, 15-C Industrial 'A' Layout, Bannimantap, Mysore-570 015 and Published at 15-C Industrial 'A' Layout, Bannimantap, Mysore-570 015, Editor: M. Govinde Gowda Ph: 2496520 / 2496521 / 2496526 / 2496527 / 2496528. Fax: 0821-2496525. CITY OFFICES: Visveswaraya Building, III Floor, K.R. CIRCLE, MYSORE-570 001, Ph: 2431774 and No. 114, D. DEVARAJ URS ROAD (Opposite Big Bus), MYSORE-570 001. Ph: 2428695. RNI Reg. No. 36581 / 1980 E-mail address: news@mysurumithra.com For advertisements: ad@mysurumithra.com: [48, 2220, 1498, 2268]
- poem-line: ಚಾಮುಂಡಮ್ಮನಿಗೆ ಉಘೇ ಎಂದು ಹೇಳಬನ್ನಿ.: [122, 1585, 259, 1598]
- official-quote: ಜಂಬೂಸವಾರಿಗೆ ದಸರಾ ಗಜಪಡೆ ಸಜ್ಜಾಗಿದ್ದು, ಅಂತಿಮ ಹಂತದ ಸಿಡಿಮದ್ದು ತಾಲೀಮನ್ನು ಯಶಸ್ವಿಯಾಗಿ ನಡೆಸಲಾಗಿದೆ. ಎಲ್ಲಾ ಆನೆಗಳ ಆರೋಗ್ಯ ಉತ್ತಮವಾಗಿದ್ದು, ಅವುಗಳಿಗೆ ವಿಶೇಷ ಆರೈಕೆ ಮುಂದುವರೆಸಲಾಗಿದೆ. ಜಂಬೂಸವಾರಿಗೆ ಗಜಪಡೆ ಸಜ್ಜುಗೊಳಿಸಲು ನಡೆಸುವ ಎಲ್ಲಾ ಹಂತದ ತಾಲೀಮು ಯಶಸ್ವಿಯಾಗಿ ಪೂರ್ಣಗೊಳಿಸಲಾಗಿದೆ.: [855, 1565, 1020, 1699]
- letters-section: [96, 579, 497, 2206]
- feature-paragraph: ಇದರ ಒಳ ಕೊರೆಗೆಗಳಲ್ಲಿ ಒಂದೆರಡು ಪ್ರಾರ್ಥನೆ ಇದರಲ್ಲಿ ಮರುಗುವುದನ್ನು ಕಲಿಸು ಎಂಬುದು. ಜಾಗೃತಿಗೊಳ್ಳುವುದನ್ನು ಕಲಿಸು ಎಂಬುದು. ಪರರೊಳಿಹ ಒಳ್ಳಿತನು ನೋಡುವುದನ್ನು ಕಲಿಸು. ಸರಳತೆ ಸರಳ ಜೀವನದ ಆದರ್ಶ. ಸಿದ್ದೇಶ್ವರ ಸ್ವಾಮಿಗಳು ಸರಳ ಜೀವನ ಪ್ರತ್ಯಕ್ಷ ದರ್ಶನ.: [524, 625, 831, 668]
- dancing-man-icon: [419, 151, 448, 193]
- feature-paragraph: ಎಷ್ಟೋ ಜನರಿಗೆ ಸ್ವಂತ ಮನೆಯಿಲ್ಲ. ಹಲವರು ಬಾಡಿಗೆ ಮನೆಯಲ್ಲಿ ಕುಳಿತು ಬದುಕು ಸಾಗಿಸುತ್ತಾರೆ. ಕೆಲವರು ನೂರು ಸೈಟುಗಳನ್ನು ಸಾಲಿನಲ್ಲಿ ಕೊಂಡುಕೊಂಡಿದ್ದಾರೆ. ತಮ್ಮ ಹಣ ಸಾಕಷ್ಟಿದ್ದರೂ ಬಡವರ ಕಷ್ಟವನ್ನು ಅರಿಯುವುದಿಲ್ಲ ಎಂಬುದು ಬೇಸರದ ಸಂಗತಿ.: [847, 474, 1155, 517]
- amrutha-title: ಅಮೃತ ವಾಹಿನಿ......: [187, 400, 322, 422]
